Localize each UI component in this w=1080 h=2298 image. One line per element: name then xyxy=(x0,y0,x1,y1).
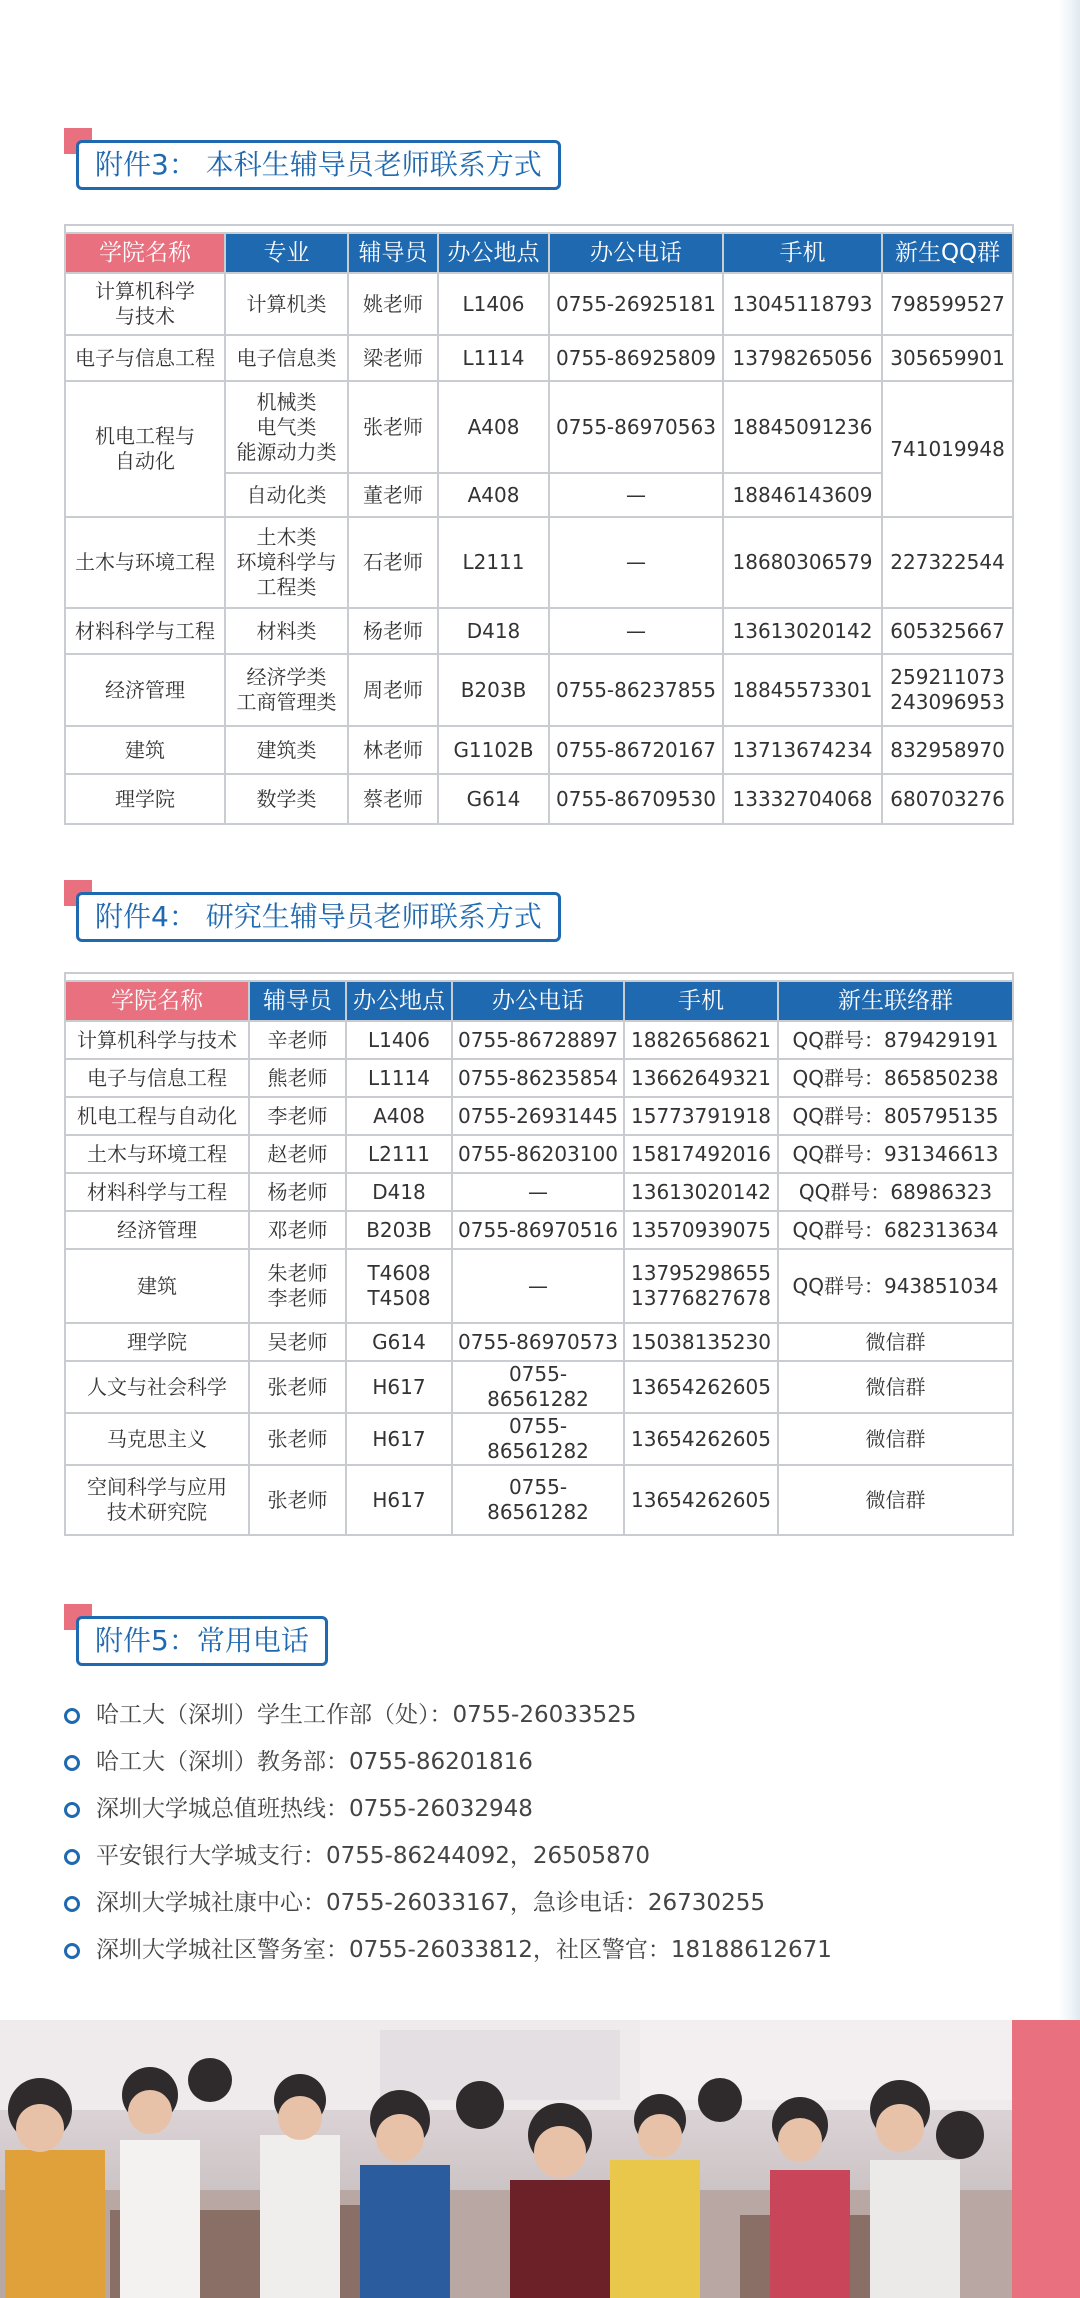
table-row xyxy=(65,774,1013,824)
qq-cell: 227322544 xyxy=(882,517,1013,608)
table-row xyxy=(65,335,1013,381)
col-header: 新生QQ群 xyxy=(882,233,1013,273)
section3-title: 附件3： 本科生辅导员老师联系方式 xyxy=(76,140,561,190)
list-item xyxy=(64,1927,832,1974)
advisor-cell: 张老师 xyxy=(348,381,438,473)
bullet-icon xyxy=(64,1755,80,1771)
table-row xyxy=(65,654,1013,726)
phone-cell: 0755-86925809 xyxy=(549,335,723,381)
qq-cell: 798599527 xyxy=(882,273,1013,335)
college-cell: 经济管理 xyxy=(65,1211,249,1249)
col-header: 办公地点 xyxy=(438,233,549,273)
list-item xyxy=(64,1786,832,1833)
list-item xyxy=(64,1692,832,1739)
office-cell: D418 xyxy=(438,608,549,654)
advisor-cell: 姚老师 xyxy=(348,273,438,335)
photo-accent-bar xyxy=(1012,2020,1080,2298)
common-phone-list xyxy=(64,1692,832,1974)
phone-cell: 0755-86203100 xyxy=(452,1135,624,1173)
group-cell: QQ群号：68986323 xyxy=(778,1173,1013,1211)
college-cell: 土木与环境工程 xyxy=(65,517,225,608)
col-header: 手机 xyxy=(624,981,778,1021)
advisor-cell: 赵老师 xyxy=(249,1135,346,1173)
office-cell: L1114 xyxy=(346,1059,452,1097)
table-row xyxy=(65,1323,1013,1361)
college-cell: 土木与环境工程 xyxy=(65,1135,249,1173)
phone-cell: — xyxy=(549,608,723,654)
phone-entry: 深圳大学城社区警务室：0755-26033812，社区警官：18188612671 xyxy=(96,1937,832,1963)
table-row xyxy=(65,726,1013,774)
group-cell: QQ群号：931346613 xyxy=(778,1135,1013,1173)
advisor-cell: 熊老师 xyxy=(249,1059,346,1097)
phone-cell: 0755-26931445 xyxy=(452,1097,624,1135)
office-cell: G614 xyxy=(438,774,549,824)
qq-cell: 259211073 243096953 xyxy=(882,654,1013,726)
college-cell: 人文与社会科学 xyxy=(65,1361,249,1413)
list-item xyxy=(64,1739,832,1786)
mobile-cell: 13613020142 xyxy=(723,608,882,654)
college-cell: 电子与信息工程 xyxy=(65,1059,249,1097)
office-cell: A408 xyxy=(346,1097,452,1135)
table-row xyxy=(65,1097,1013,1135)
qq-cell: 605325667 xyxy=(882,608,1013,654)
group-cell: 微信群 xyxy=(778,1465,1013,1535)
phone-cell: 0755- 86561282 xyxy=(452,1361,624,1413)
major-cell: 土木类 环境科学与 工程类 xyxy=(225,517,348,608)
office-cell: B203B xyxy=(346,1211,452,1249)
major-cell: 数学类 xyxy=(225,774,348,824)
college-cell: 材料科学与工程 xyxy=(65,608,225,654)
phone-cell: — xyxy=(452,1249,624,1323)
col-header: 学院名称 xyxy=(65,981,249,1021)
advisor-cell: 辛老师 xyxy=(249,1021,346,1059)
table-row xyxy=(65,608,1013,654)
undergrad-advisor-table xyxy=(64,224,1014,825)
section4-title: 附件4： 研究生辅导员老师联系方式 xyxy=(76,892,561,942)
bullet-icon xyxy=(64,1849,80,1865)
bullet-icon xyxy=(64,1802,80,1818)
phone-entry: 深圳大学城社康中心：0755-26033167，急诊电话：26730255 xyxy=(96,1890,765,1916)
table-row xyxy=(65,1361,1013,1413)
phone-entry: 深圳大学城总值班热线：0755-26032948 xyxy=(96,1796,533,1822)
bullet-icon xyxy=(64,1708,80,1724)
phone-entry: 平安银行大学城支行：0755-86244092，26505870 xyxy=(96,1843,650,1869)
mobile-cell: 13654262605 xyxy=(624,1413,778,1465)
table-row xyxy=(65,1021,1013,1059)
group-cell: QQ群号：943851034 xyxy=(778,1249,1013,1323)
col-header: 辅导员 xyxy=(249,981,346,1021)
table-row xyxy=(65,1173,1013,1211)
table-row xyxy=(65,1211,1013,1249)
phone-cell: 0755-86970573 xyxy=(452,1323,624,1361)
mobile-cell: 18845091236 xyxy=(723,381,882,473)
college-cell: 电子与信息工程 xyxy=(65,335,225,381)
group-cell: 微信群 xyxy=(778,1413,1013,1465)
major-cell: 自动化类 xyxy=(225,473,348,517)
col-header: 手机 xyxy=(723,233,882,273)
mobile-cell: 13613020142 xyxy=(624,1173,778,1211)
office-cell: A408 xyxy=(438,381,549,473)
office-cell: H617 xyxy=(346,1361,452,1413)
phone-cell: 0755-86728897 xyxy=(452,1021,624,1059)
classroom-illustration xyxy=(0,2020,1012,2298)
college-cell: 理学院 xyxy=(65,774,225,824)
college-cell: 经济管理 xyxy=(65,654,225,726)
phone-cell: 0755-86237855 xyxy=(549,654,723,726)
phone-cell: — xyxy=(549,517,723,608)
phone-cell: — xyxy=(452,1173,624,1211)
col-header: 辅导员 xyxy=(348,233,438,273)
advisor-cell: 梁老师 xyxy=(348,335,438,381)
qq-cell: 832958970 xyxy=(882,726,1013,774)
college-cell: 建筑 xyxy=(65,726,225,774)
phone-cell: 0755-86970516 xyxy=(452,1211,624,1249)
major-cell: 机械类 电气类 能源动力类 xyxy=(225,381,348,473)
group-cell: 微信群 xyxy=(778,1323,1013,1361)
col-header: 学院名称 xyxy=(65,233,225,273)
table-row xyxy=(65,517,1013,608)
decorative-right-strip xyxy=(1058,0,1080,2020)
advisor-cell: 蔡老师 xyxy=(348,774,438,824)
mobile-cell: 13332704068 xyxy=(723,774,882,824)
group-cell: QQ群号：879429191 xyxy=(778,1021,1013,1059)
mobile-cell: 13654262605 xyxy=(624,1465,778,1535)
college-cell: 机电工程与自动化 xyxy=(65,1097,249,1135)
col-header: 新生联络群 xyxy=(778,981,1013,1021)
advisor-cell: 朱老师 李老师 xyxy=(249,1249,346,1323)
table-row xyxy=(65,381,1013,473)
bullet-icon xyxy=(64,1896,80,1912)
advisor-cell: 周老师 xyxy=(348,654,438,726)
phone-entry: 哈工大（深圳）教务部：0755-86201816 xyxy=(96,1749,533,1775)
major-cell: 经济学类 工商管理类 xyxy=(225,654,348,726)
classroom-photo xyxy=(0,2020,1012,2298)
advisor-cell: 林老师 xyxy=(348,726,438,774)
col-header: 专业 xyxy=(225,233,348,273)
qq-cell: 741019948 xyxy=(882,381,1013,517)
mobile-cell: 13798265056 xyxy=(723,335,882,381)
mobile-cell: 13713674234 xyxy=(723,726,882,774)
mobile-cell: 15817492016 xyxy=(624,1135,778,1173)
college-cell: 建筑 xyxy=(65,1249,249,1323)
table-header-row xyxy=(65,981,1013,1021)
advisor-cell: 石老师 xyxy=(348,517,438,608)
phone-cell: — xyxy=(549,473,723,517)
col-header: 办公地点 xyxy=(346,981,452,1021)
college-cell: 理学院 xyxy=(65,1323,249,1361)
phone-cell: 0755-86720167 xyxy=(549,726,723,774)
bullet-icon xyxy=(64,1943,80,1959)
table-header-row xyxy=(65,233,1013,273)
grad-advisor-table xyxy=(64,972,1014,1536)
table-row xyxy=(65,1249,1013,1323)
col-header: 办公电话 xyxy=(549,233,723,273)
table-row xyxy=(65,1059,1013,1097)
college-cell: 计算机科学与技术 xyxy=(65,1021,249,1059)
major-cell: 计算机类 xyxy=(225,273,348,335)
phone-cell: 0755- 86561282 xyxy=(452,1413,624,1465)
group-cell: 微信群 xyxy=(778,1361,1013,1413)
table-row xyxy=(65,1413,1013,1465)
advisor-cell: 张老师 xyxy=(249,1361,346,1413)
office-cell: G614 xyxy=(346,1323,452,1361)
advisor-cell: 杨老师 xyxy=(348,608,438,654)
qq-cell: 305659901 xyxy=(882,335,1013,381)
list-item xyxy=(64,1833,832,1880)
phone-cell: 0755-86970563 xyxy=(549,381,723,473)
college-cell: 材料科学与工程 xyxy=(65,1173,249,1211)
college-cell: 计算机科学 与技术 xyxy=(65,273,225,335)
mobile-cell: 18826568621 xyxy=(624,1021,778,1059)
major-cell: 材料类 xyxy=(225,608,348,654)
mobile-cell: 13795298655 13776827678 xyxy=(624,1249,778,1323)
office-cell: L1114 xyxy=(438,335,549,381)
qq-cell: 680703276 xyxy=(882,774,1013,824)
major-cell: 建筑类 xyxy=(225,726,348,774)
mobile-cell: 18845573301 xyxy=(723,654,882,726)
mobile-cell: 13662649321 xyxy=(624,1059,778,1097)
mobile-cell: 18680306579 xyxy=(723,517,882,608)
college-cell: 机电工程与 自动化 xyxy=(65,381,225,517)
table-row xyxy=(65,273,1013,335)
office-cell: T4608 T4508 xyxy=(346,1249,452,1323)
list-item xyxy=(64,1880,832,1927)
mobile-cell: 18846143609 xyxy=(723,473,882,517)
col-header: 办公电话 xyxy=(452,981,624,1021)
mobile-cell: 15773791918 xyxy=(624,1097,778,1135)
office-cell: L1406 xyxy=(438,273,549,335)
office-cell: L2111 xyxy=(346,1135,452,1173)
office-cell: H617 xyxy=(346,1465,452,1535)
mobile-cell: 15038135230 xyxy=(624,1323,778,1361)
advisor-cell: 董老师 xyxy=(348,473,438,517)
mobile-cell: 13045118793 xyxy=(723,273,882,335)
college-cell: 马克思主义 xyxy=(65,1413,249,1465)
college-cell: 空间科学与应用 技术研究院 xyxy=(65,1465,249,1535)
office-cell: D418 xyxy=(346,1173,452,1211)
group-cell: QQ群号：805795135 xyxy=(778,1097,1013,1135)
phone-cell: 0755- 86561282 xyxy=(452,1465,624,1535)
phone-cell: 0755-86235854 xyxy=(452,1059,624,1097)
advisor-cell: 张老师 xyxy=(249,1413,346,1465)
advisor-cell: 邓老师 xyxy=(249,1211,346,1249)
phone-cell: 0755-86709530 xyxy=(549,774,723,824)
section5-title: 附件5：常用电话 xyxy=(76,1616,328,1666)
mobile-cell: 13654262605 xyxy=(624,1361,778,1413)
office-cell: L1406 xyxy=(346,1021,452,1059)
advisor-cell: 杨老师 xyxy=(249,1173,346,1211)
advisor-cell: 张老师 xyxy=(249,1465,346,1535)
mobile-cell: 13570939075 xyxy=(624,1211,778,1249)
advisor-cell: 李老师 xyxy=(249,1097,346,1135)
table-row xyxy=(65,1135,1013,1173)
office-cell: H617 xyxy=(346,1413,452,1465)
office-cell: L2111 xyxy=(438,517,549,608)
phone-cell: 0755-26925181 xyxy=(549,273,723,335)
phone-entry: 哈工大（深圳）学生工作部（处）：0755-26033525 xyxy=(96,1702,637,1728)
table-row xyxy=(65,1465,1013,1535)
advisor-cell: 吴老师 xyxy=(249,1323,346,1361)
office-cell: G1102B xyxy=(438,726,549,774)
office-cell: A408 xyxy=(438,473,549,517)
office-cell: B203B xyxy=(438,654,549,726)
group-cell: QQ群号：865850238 xyxy=(778,1059,1013,1097)
major-cell: 电子信息类 xyxy=(225,335,348,381)
group-cell: QQ群号：682313634 xyxy=(778,1211,1013,1249)
